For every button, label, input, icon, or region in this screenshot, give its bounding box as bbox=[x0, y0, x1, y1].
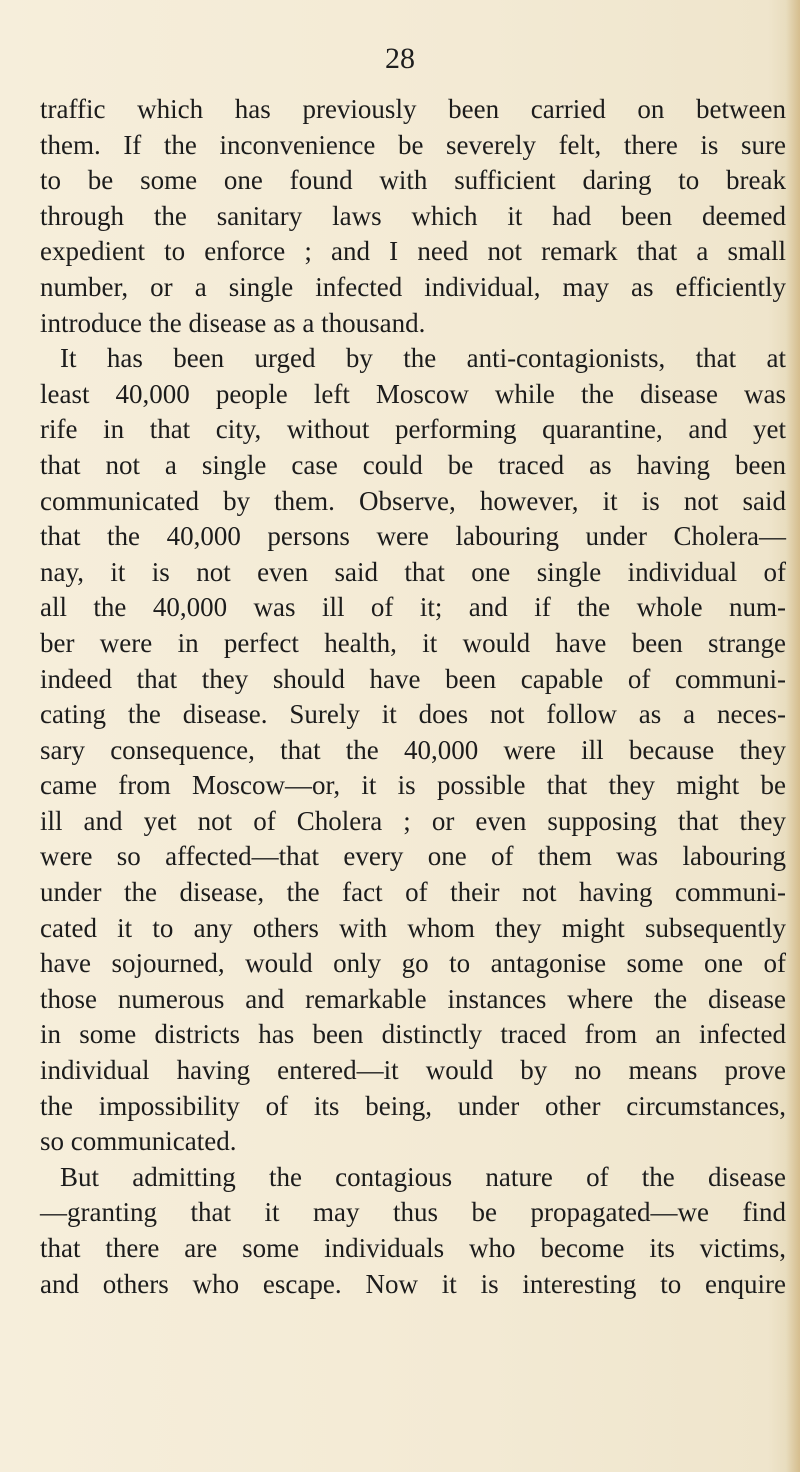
text-line: individual having entered—it would by no means prove bbox=[40, 1055, 786, 1086]
text-line: that not a single case could be traced as having been bbox=[40, 449, 786, 480]
text-line: have sojourned, would only go to antagonise some one of bbox=[40, 948, 786, 979]
text-line: to be some one found with sufficient daring to break bbox=[40, 165, 786, 196]
body-text bbox=[40, 92, 786, 1302]
text-line: cating the disease. Surely it does not follow as a neces- bbox=[40, 699, 786, 730]
text-line: ber were in perfect health, it would have been strange bbox=[40, 627, 786, 658]
text-line: communicated by them. Observe, however, it is not said bbox=[40, 485, 786, 516]
text-line: through the sanitary laws which it had been deemed bbox=[40, 200, 786, 231]
text-line: expedient to enforce ; and I need not remark that a small bbox=[40, 236, 786, 267]
text-line: and others who escape. Now it is interesting to enquire bbox=[40, 1268, 786, 1299]
text-line: number, or a single infected individual, may as efficiently bbox=[40, 271, 786, 302]
text-line: that there are some individuals who become its victims, bbox=[40, 1233, 786, 1263]
page-edge-shadow bbox=[786, 0, 800, 1472]
text-line: that the 40,000 persons were labouring under Cholera— bbox=[40, 521, 786, 552]
text-line: But admitting the contagious nature of the disease bbox=[60, 1161, 786, 1192]
text-line: cated it to any others with whom they might subsequently bbox=[40, 912, 786, 943]
text-line: those numerous and remarkable instances where the disease bbox=[40, 983, 786, 1014]
text-line: under the disease, the fact of their not having communi- bbox=[40, 877, 786, 908]
text-line: introduce the disease as a thousand. bbox=[40, 307, 426, 338]
text-line: so communicated. bbox=[40, 1126, 237, 1157]
text-line: in some districts has been distinctly traced from an infected bbox=[40, 1019, 786, 1050]
text-line: indeed that they should have been capable of communi- bbox=[40, 663, 786, 694]
text-line: them. If the inconvenience be severely felt, there is sure bbox=[40, 129, 786, 160]
text-line: least 40,000 people left Moscow while the disease was bbox=[40, 378, 786, 409]
text-line: traffic which has previously been carried on between bbox=[40, 94, 786, 124]
text-line: —granting that it may thus be propagated—we find bbox=[40, 1197, 786, 1228]
page-number: 28 bbox=[385, 42, 415, 75]
text-line: rife in that city, without performing quarantine, and yet bbox=[40, 414, 786, 445]
text-line: the impossibility of its being, under other circumstances, bbox=[40, 1090, 786, 1121]
text-line: all the 40,000 was ill of it; and if the whole num- bbox=[40, 592, 786, 623]
text-line: ill and yet not of Cholera ; or even supposing that they bbox=[40, 805, 786, 836]
text-line: nay, it is not even said that one single individual of bbox=[40, 556, 786, 587]
text-line: It has been urged by the anti-contagionists, that at bbox=[60, 343, 786, 374]
text-line: came from Moscow—or, it is possible that they might be bbox=[40, 770, 786, 801]
text-line: were so affected—that every one of them was labouring bbox=[40, 841, 786, 872]
text-line: sary consequence, that the 40,000 were ill because they bbox=[40, 734, 786, 765]
